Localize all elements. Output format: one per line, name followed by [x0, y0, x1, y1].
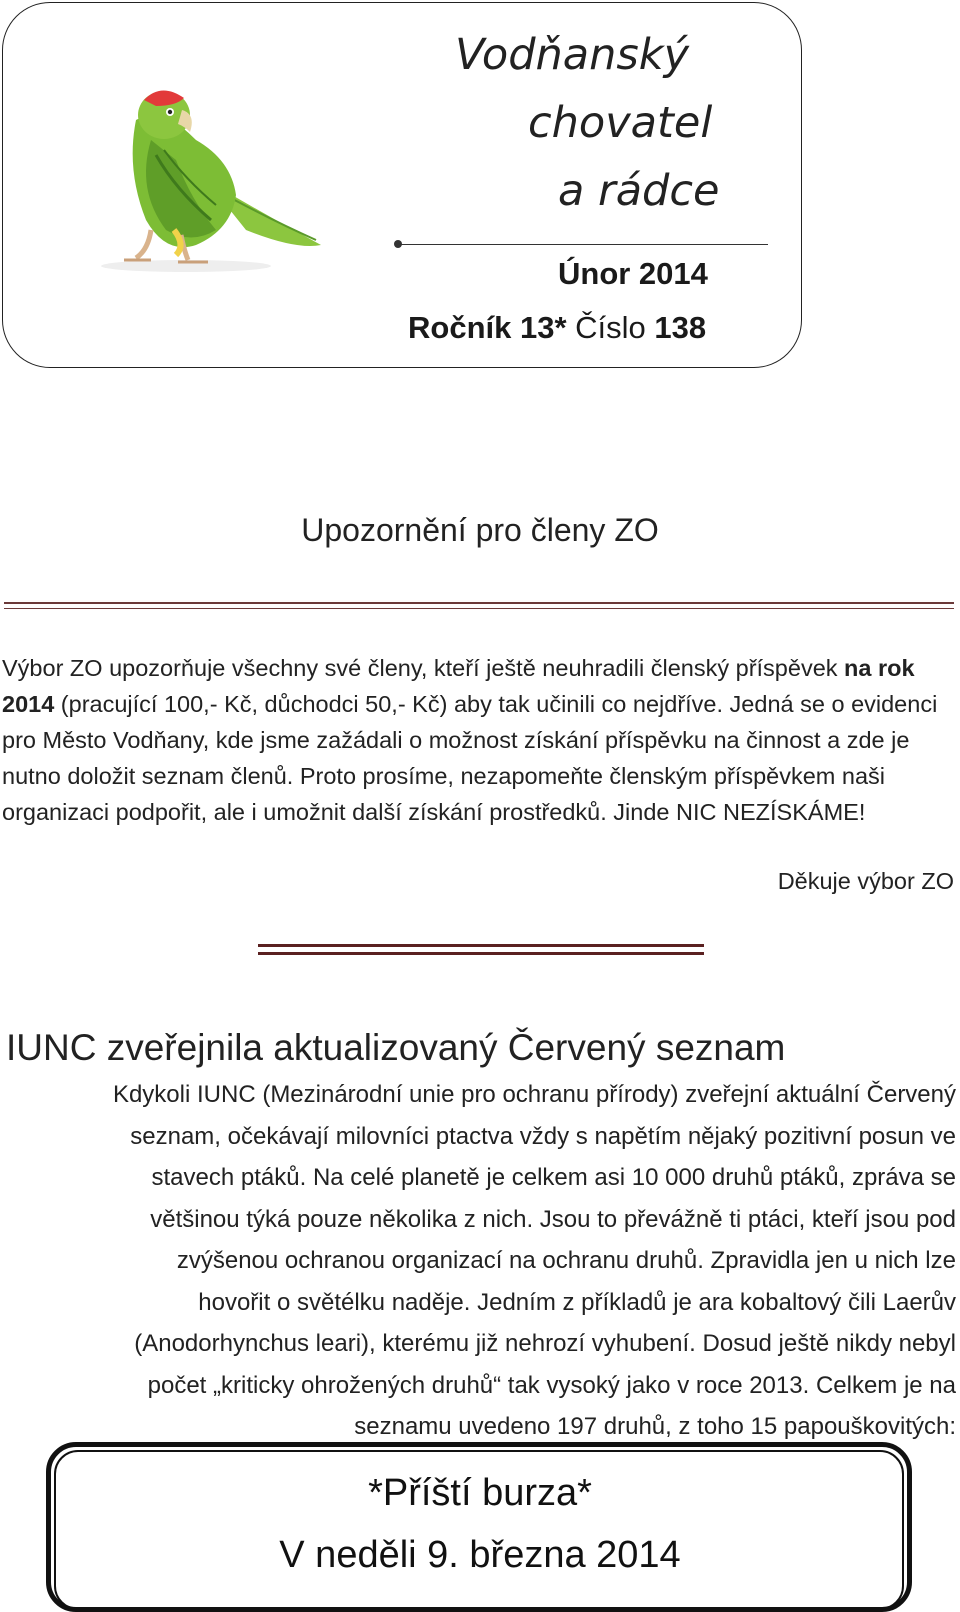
notice-text: (pracující 100,- Kč, důchodci 50,- Kč) aby tak učinili co nejdříve. Jedná se o evidenci pro Město Vodňany, kde jsme zažádali o možnost získání příspěvku na činnost a zde je nutno doložit seznam členů. Proto prosíme, nezapomeňte členským příspěvkem naši organizaci podpořit, ale i umožnit další získání prostředků. Jinde NIC NEZÍSKÁME!	[2, 691, 938, 825]
issue-number: 138	[654, 310, 707, 345]
issue-label: Číslo	[575, 310, 646, 345]
section-divider	[258, 952, 704, 955]
next-market-title: *Příští burza*	[368, 1472, 592, 1514]
article-line: (Anodorhynchus leari), kterému již nehrozí vyhubení. Dosud ještě nikdy nebyl	[134, 1330, 956, 1357]
issue-date: Únor 2014	[558, 256, 708, 291]
parrot-illustration	[96, 80, 326, 280]
article-line: počet „kriticky ohrožených druhů“ tak vysoký jako v roce 2013. Celkem je na	[147, 1371, 956, 1399]
notice-text: Výbor ZO upozorňuje všechny své členy, kteří ještě neuhradili členský příspěvek	[2, 655, 845, 681]
article-line: seznamu uvedeno 197 druhů, z toho 15 papouškovitých:	[354, 1413, 956, 1440]
article-line: hovořit o světélku naděje. Jedním z příkladů je ara kobaltový čili Laerův	[198, 1288, 956, 1316]
volume-label: Ročník	[408, 310, 512, 345]
next-market-date: V neděli 9. března 2014	[279, 1534, 681, 1576]
article-line: seznam, očekávají milovníci ptactva vždy s napětím nějaký pozitivní posun ve	[130, 1122, 956, 1150]
notice-heading: Upozornění pro členy ZO	[301, 512, 659, 548]
article-paragraph	[0, 1074, 956, 1448]
section-divider	[4, 602, 954, 604]
section-divider	[4, 608, 954, 609]
newsletter-title-line-3: a rádce	[558, 166, 720, 216]
article-line: zvýšenou ochranou organizací na ochranu druhů. Zpravidla jen u nich lze	[176, 1247, 956, 1274]
article-heading: IUNC zveřejnila aktualizovaný Červený seznam	[6, 1027, 786, 1068]
volume-issue-line	[408, 310, 706, 346]
notice-text-bold: na rok 2014	[2, 655, 915, 717]
newsletter-title-line-2: chovatel	[528, 98, 713, 148]
notice-paragraph	[2, 650, 957, 830]
section-divider	[258, 944, 704, 947]
article-line: stavech ptáků. Na celé planetě je celkem asi 10 000 druhů ptáků, zpráva se	[151, 1164, 956, 1191]
notice-signature: Děkuje výbor ZO	[777, 868, 954, 894]
article-line: většinou týká pouze několika z nich. Jsou to převážně ti ptáci, kteří jsou pod	[150, 1205, 956, 1233]
header-divider	[398, 244, 768, 245]
volume-number: 13*	[519, 310, 567, 345]
article-line: Kdykoli IUNC (Mezinárodní unie pro ochranu přírody) zveřejní aktuální Červený	[112, 1081, 956, 1108]
newsletter-title-line-1: Vodňanský	[455, 30, 690, 80]
